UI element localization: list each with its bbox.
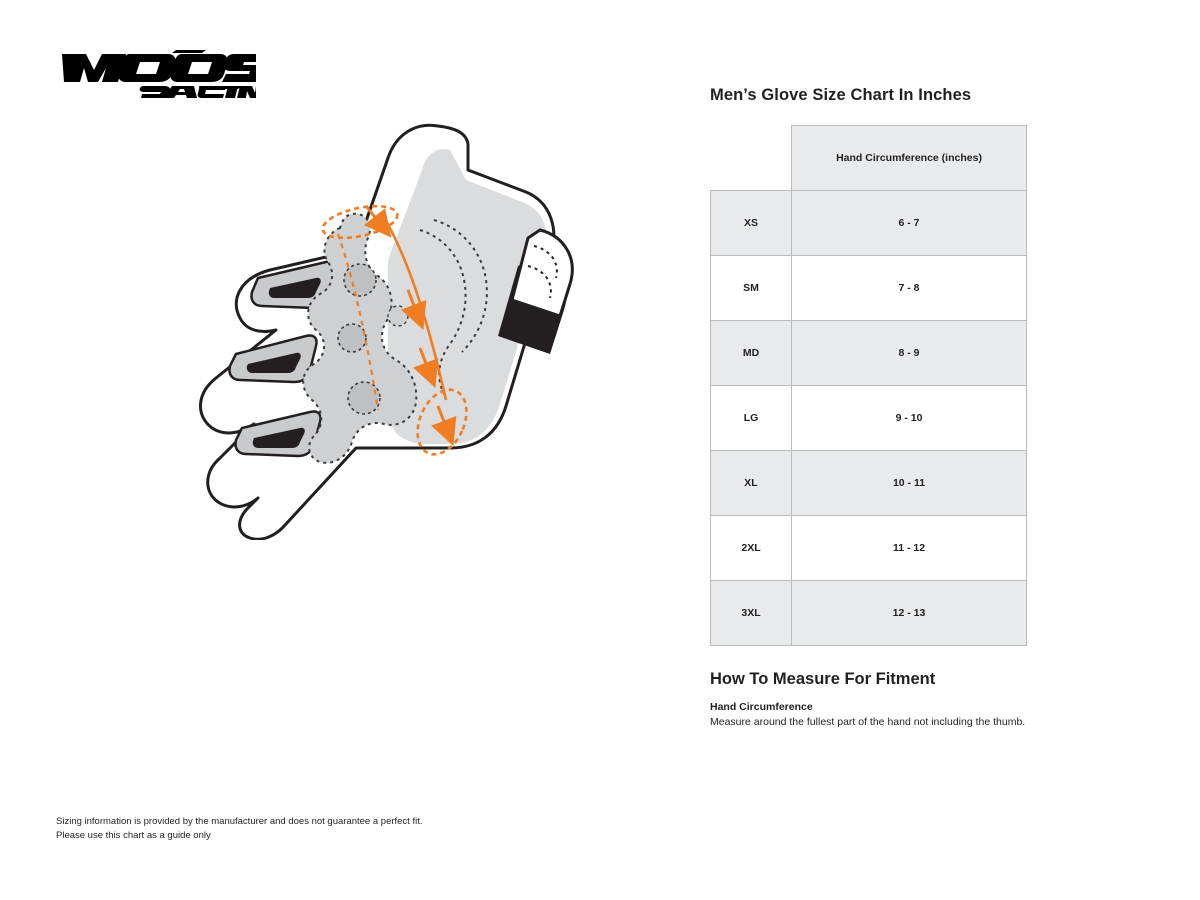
size-label: MD <box>711 320 792 385</box>
size-label: LG <box>711 385 792 450</box>
how-to-measure-section <box>710 670 1040 729</box>
moose-racing-logo-icon <box>56 48 256 100</box>
brand-logo <box>56 48 256 100</box>
how-to-measure-subtitle: Hand Circumference <box>710 701 813 713</box>
header-hand-circumference: Hand Circumference (inches) <box>792 126 1027 191</box>
size-chart-table <box>710 125 1027 646</box>
size-label: SM <box>711 255 792 320</box>
how-to-measure-title: How To Measure For Fitment <box>710 670 936 688</box>
disclaimer <box>56 815 576 844</box>
table-row <box>711 385 1027 450</box>
glove-illustration <box>120 110 700 540</box>
size-value: 10 - 11 <box>792 450 1027 515</box>
glove-diagram-icon <box>120 110 700 540</box>
table-row <box>711 580 1027 645</box>
size-value: 8 - 9 <box>792 320 1027 385</box>
size-value: 9 - 10 <box>792 385 1027 450</box>
table-row <box>711 515 1027 580</box>
size-label: 2XL <box>711 515 792 580</box>
table-row <box>711 255 1027 320</box>
size-value: 11 - 12 <box>792 515 1027 580</box>
size-chart-section <box>710 86 1130 646</box>
page-title: Men’s Glove Size Chart In Inches <box>710 86 972 104</box>
disclaimer-line-1: Sizing information is provided by the manufacturer and does not guarantee a perfect fit. <box>56 816 423 827</box>
size-label: 3XL <box>711 580 792 645</box>
size-label: XS <box>711 190 792 255</box>
size-label: XL <box>711 450 792 515</box>
how-to-measure-text: Measure around the fullest part of the hand not including the thumb. <box>710 716 1026 728</box>
table-row <box>711 190 1027 255</box>
size-value: 12 - 13 <box>792 580 1027 645</box>
table-row <box>711 450 1027 515</box>
size-value: 7 - 8 <box>792 255 1027 320</box>
size-value: 6 - 7 <box>792 190 1027 255</box>
disclaimer-line-2: Please use this chart as a guide only <box>56 830 211 842</box>
table-row <box>711 320 1027 385</box>
table-header-row <box>711 126 1027 191</box>
header-blank <box>711 126 792 191</box>
